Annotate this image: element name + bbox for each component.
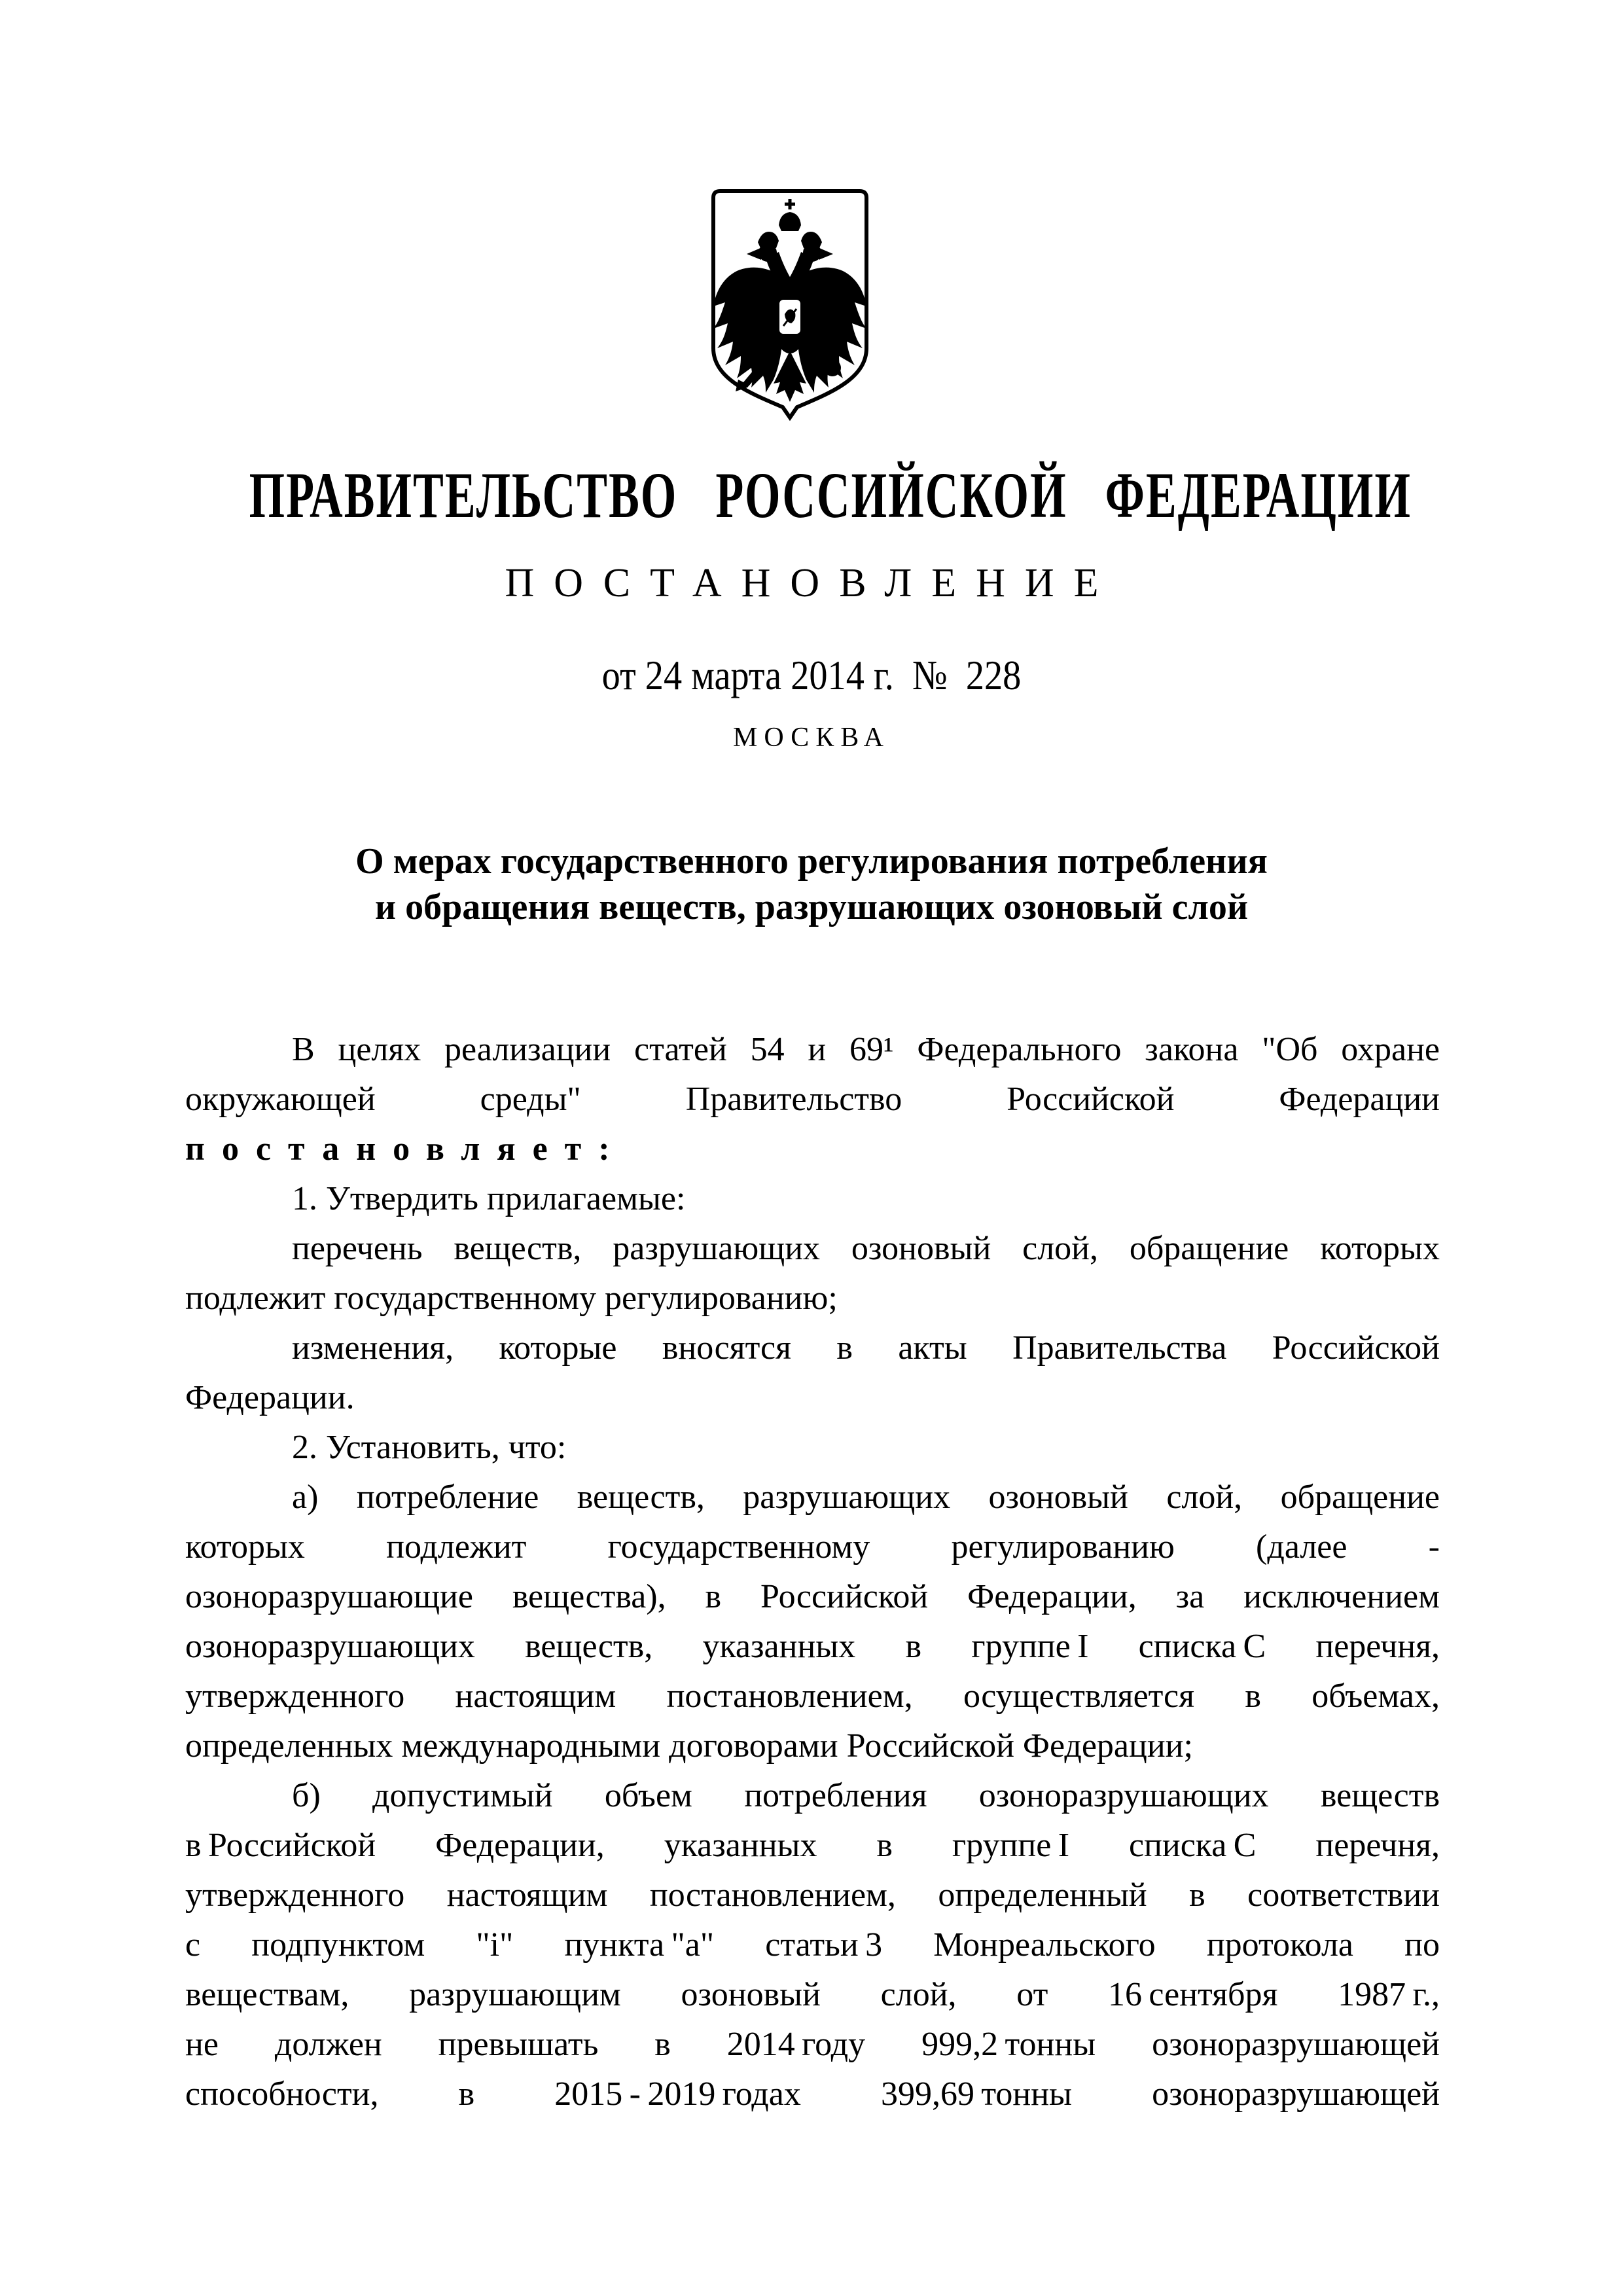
body-line: 2. Установить, что: — [292, 1429, 567, 1466]
body-line: а) потребление веществ, разрушающих озоновый слой, обращение — [292, 1479, 1440, 1516]
body-line: веществам, разрушающим озоновый слой, от 16 сентября 1987 г., — [185, 1976, 1440, 2013]
body-line: В целях реализации статей 54 и 69¹ Федерального закона "Об охране — [292, 1031, 1440, 1068]
body-line: окружающей среды" Правительство Российской Федерации — [185, 1081, 1440, 1118]
russian-coat-of-arms-emblem — [705, 187, 874, 423]
government-header-text: ПРАВИТЕЛЬСТВО РОССИЙСКОЙ ФЕДЕРАЦИИ — [249, 459, 1412, 531]
body-line: определенных международными договорами Российской Федерации; — [185, 1727, 1193, 1765]
body-line: перечень веществ, разрушающих озоновый слой, обращение которых — [292, 1230, 1440, 1267]
city-label — [0, 722, 1623, 753]
body-line: изменения, которые вносятся в акты Правительства Российской — [292, 1329, 1440, 1367]
date-and-number-text: от 24 марта 2014 г. № 228 — [601, 652, 1022, 698]
body-line: в Российской Федерации, указанных в группе I списка С перечня, — [185, 1827, 1440, 1864]
document-type-heading — [0, 560, 1623, 606]
body-line: б) допустимый объем потребления озоноразрушающих веществ — [292, 1777, 1440, 1814]
city-text: МОСКВА — [733, 723, 890, 753]
body-line: Федерации. — [185, 1379, 355, 1416]
body-line: утвержденного настоящим постановлением, определенный в соответствии — [185, 1876, 1440, 1914]
document-type-text: ПОСТАНОВЛЕНИЕ — [505, 561, 1118, 605]
body-line: утвержденного настоящим постановлением, осуществляется в объемах, — [185, 1677, 1440, 1715]
body-line: способности, в 2015 - 2019 годах 399,69 тонны озоноразрушающей — [185, 2075, 1440, 2113]
document-title-line2: и обращения веществ, разрушающих озоновый слой — [374, 887, 1249, 927]
body-line: озоноразрушающих веществ, указанных в группе I списка С перечня, — [185, 1628, 1440, 1665]
body-line: 1. Утвердить прилагаемые: — [292, 1180, 686, 1217]
date-and-number-line — [0, 652, 1623, 699]
document-title — [0, 838, 1623, 930]
body-line: озоноразрушающие вещества), в Российской Федерации, за исключением — [185, 1578, 1440, 1615]
body-line: которых подлежит государственному регулированию (далее - — [185, 1528, 1440, 1566]
government-header — [0, 459, 1623, 531]
body-line: подлежит государственному регулированию; — [185, 1280, 838, 1317]
document-title-line1: О мерах государственного регулирования потребления — [355, 841, 1268, 882]
body-line: постановляет: — [185, 1130, 627, 1168]
body-line: не должен превышать в 2014 году 999,2 тонны озоноразрушающей — [185, 2026, 1440, 2063]
body-line: с подпунктом "i" пункта "а" статьи 3 Монреальского протокола по — [185, 1926, 1440, 1964]
document-body — [185, 1025, 1440, 2119]
